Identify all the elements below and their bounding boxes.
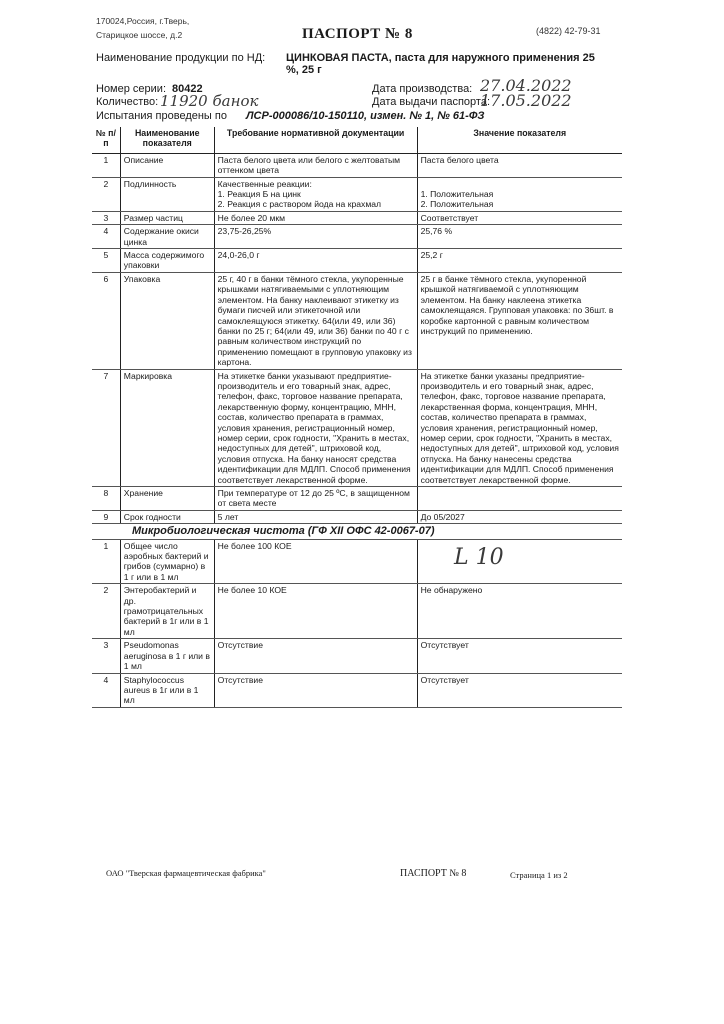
row-value: [417, 539, 622, 584]
micro-section: [92, 524, 622, 539]
row-name: Подлинность: [120, 177, 214, 211]
table-row: [92, 177, 622, 211]
row-requirement: Паста белого цвета или белого с желтоватым оттенком цвета: [214, 153, 417, 177]
micro-heading-row: [92, 524, 622, 539]
header-value: Значение показателя: [417, 127, 622, 153]
micro-rows: [92, 539, 622, 707]
phone: (4822) 42-79-31: [536, 26, 601, 36]
row-name: Staphylococcus aureus в 1г или в 1 мл: [120, 673, 214, 707]
row-requirement: Качественные реакции: 1. Реакция Б на цинк 2. Реакция с раствором йода на крахмал: [214, 177, 417, 211]
table-row: [92, 487, 622, 511]
row-num: 4: [92, 673, 120, 707]
row-num: 5: [92, 249, 120, 273]
row-name: Упаковка: [120, 272, 214, 369]
micro-handwritten-mark: L 10: [454, 545, 504, 570]
row-num: 8: [92, 487, 120, 511]
micro-table-row: [92, 639, 622, 673]
product-value: [286, 52, 616, 76]
row-value: Паста белого цвета: [417, 153, 622, 177]
row-value: Не обнаружено: [417, 584, 622, 639]
row-requirement: 24,0-26,0 г: [214, 249, 417, 273]
row-requirement: Не более 10 КОЕ: [214, 584, 417, 639]
footer-company: ОАО "Тверская фармацевтическая фабрика": [106, 868, 266, 878]
header-num: № п/п: [92, 127, 120, 153]
micro-table-row: [92, 673, 622, 707]
address-line-1: 170024,Россия, г.Тверь,: [96, 16, 190, 26]
row-value: 25,76 %: [417, 225, 622, 249]
product-value-line-1: ЦИНКОВАЯ ПАСТА, паста для наружного применения 25: [286, 52, 595, 64]
row-num: 1: [92, 539, 120, 584]
table-row: [92, 369, 622, 486]
footer-passport: ПАСПОРТ № 8: [400, 868, 467, 879]
table-row: [92, 153, 622, 177]
row-requirement: На этикетке банки указывают предприятие-производитель и его товарный знак, адрес, телефон, факс, торговое название препарата, лекарственную форму, концентрацию, МНН, состав, количество препарата в граммах, условия хранения, регистрационный номер, номер серии, срок годности, "Хранить в местах, недоступных для детей", штриховой код, условия отпуска. На банку наносят средства идентификации для МДЛП. Способ применения соответствует лекарственной форме.: [214, 369, 417, 486]
issue-date-label: Дата выдачи паспорта:: [372, 96, 491, 108]
tests-label: Испытания проведены по: [96, 110, 227, 122]
prod-date-value: 27.04.2022: [480, 76, 572, 95]
page-title: ПАСПОРТ № 8: [302, 26, 413, 42]
row-name: Общее число аэробных бактерий и грибов (суммарно) в 1 г или в 1 мл: [120, 539, 214, 584]
quality-table: [92, 127, 622, 708]
product-label: Наименование продукции по НД:: [96, 52, 266, 64]
quantity-label: Количество:: [96, 96, 159, 108]
row-requirement: Отсутствие: [214, 639, 417, 673]
series-label: Номер серии:: [96, 83, 166, 95]
address-line-2: Старицкое шоссе, д.2: [96, 30, 183, 40]
table-row: [92, 510, 622, 523]
table-row: [92, 272, 622, 369]
row-name: Размер частиц: [120, 211, 214, 224]
footer-page: Страница 1 из 2: [510, 870, 568, 880]
row-num: 2: [92, 584, 120, 639]
row-num: 9: [92, 510, 120, 523]
micro-table-row: [92, 539, 622, 584]
row-requirement: Не более 100 КОЕ: [214, 539, 417, 584]
row-name: Срок годности: [120, 510, 214, 523]
issue-date-value: 17.05.2022: [480, 91, 572, 110]
row-value: Отсутствует: [417, 673, 622, 707]
row-num: 7: [92, 369, 120, 486]
row-value: Соответствует: [417, 211, 622, 224]
row-name: Хранение: [120, 487, 214, 511]
row-num: 3: [92, 211, 120, 224]
main-rows: [92, 153, 622, 523]
row-name: Маркировка: [120, 369, 214, 486]
table-row: [92, 211, 622, 224]
row-requirement: 23,75-26,25%: [214, 225, 417, 249]
prod-date-label: Дата производства:: [372, 83, 473, 95]
quantity-value: 11920 банок: [160, 92, 259, 110]
series-value: 80422: [172, 83, 203, 95]
row-num: 6: [92, 272, 120, 369]
product-value-line-2: %, 25 г: [286, 64, 322, 76]
row-name: Pseudomonas aeruginosa в 1 г или в 1 мл: [120, 639, 214, 673]
row-value: [417, 487, 622, 511]
row-name: Энтеробактерий и др. грамотрицательных бактерий в 1г или в 1 мл: [120, 584, 214, 639]
row-value: На этикетке банки указаны предприятие-производитель и его товарный знак, адрес, телефон, факс, торговое название препарата, лекарственная форма, концентрация, МНН, состав, количество препарата в граммах, условия хранения, регистрационный номер, номер серии, срок годности, "Хранить в местах, недоступных для детей", штриховой код, условия отпуска. На банку нанесены средства идентификации для МДЛП. Способ применения соответствует лекарственной форме.: [417, 369, 622, 486]
row-value: 25 г в банке тёмного стекла, укупоренной крышкой натягиваемой с уплотняющим элементом. На банку наклеена этикетка самоклеящаяся. Групповая упаковка: по 36шт. в коробке картонной с равным количеством инструкций по применению.: [417, 272, 622, 369]
header-requirement: Требование нормативной документации: [214, 127, 417, 153]
row-value: 1. Положительная 2. Положительная: [417, 177, 622, 211]
micro-heading: Микробиологическая чистота (ГФ XII ОФС 42-0067-07): [92, 524, 622, 539]
row-requirement: 5 лет: [214, 510, 417, 523]
row-num: 1: [92, 153, 120, 177]
row-value: До 05/2027: [417, 510, 622, 523]
table-header-row: [92, 127, 622, 153]
header-name: Наименование показателя: [120, 127, 214, 153]
micro-table-row: [92, 584, 622, 639]
table-row: [92, 249, 622, 273]
table-row: [92, 225, 622, 249]
tests-value: ЛСР-000086/10-150110, измен. № 1, № 61-ФЗ: [246, 110, 485, 122]
row-requirement: При температуре от 12 до 25 ºС, в защищенном от света месте: [214, 487, 417, 511]
row-requirement: Отсутствие: [214, 673, 417, 707]
row-num: 2: [92, 177, 120, 211]
row-num: 3: [92, 639, 120, 673]
row-value: 25,2 г: [417, 249, 622, 273]
row-name: Описание: [120, 153, 214, 177]
row-name: Масса содержимого упаковки: [120, 249, 214, 273]
row-num: 4: [92, 225, 120, 249]
row-requirement: Не более 20 мкм: [214, 211, 417, 224]
row-requirement: 25 г, 40 г в банки тёмного стекла, укупоренные крышками натягиваемыми с уплотняющим элементом. На банку наклеивают этикетку из бумаги писчей или этикеточной или самоклеящуюся этикетку. 64(или 49, или 36) банки по 25 г; 64(или 49, или 36) банки по 40 г с равным количеством инструкций по применению помещают в групповую упаковку из картона.: [214, 272, 417, 369]
row-value: Отсутствует: [417, 639, 622, 673]
row-name: Содержание окиси цинка: [120, 225, 214, 249]
